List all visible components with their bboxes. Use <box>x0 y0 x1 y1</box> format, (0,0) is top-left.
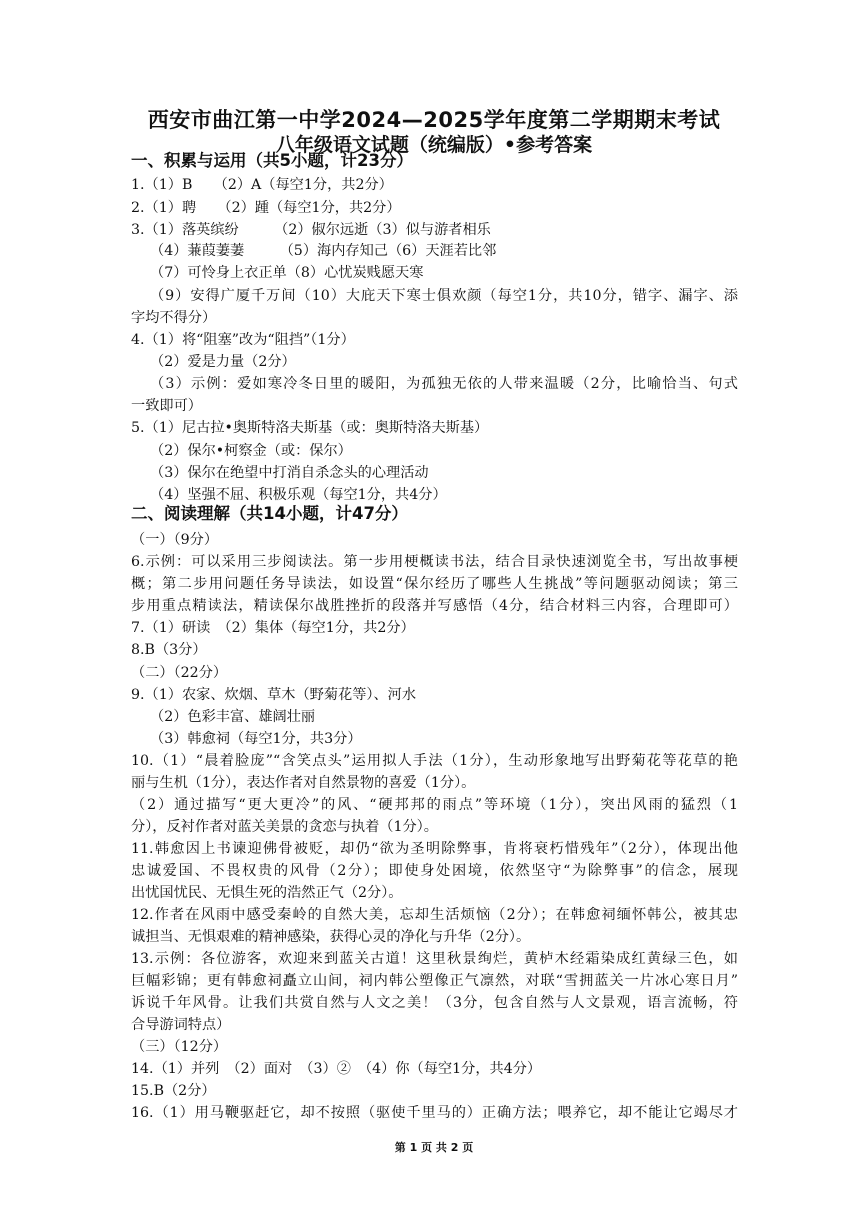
answer-line: 2.（1）聘 （2）踵（每空1分，共2分） <box>131 200 401 216</box>
answer-line: （二）（22分） <box>131 665 228 681</box>
answer-line: 步用重点精读法，精读保尔战胜挫折的段落并写感悟（4分，结合材料三内容，合理即可） <box>131 598 738 614</box>
answer-line: 16.（1）用马鞭驱赶它，却不按照（驱使千里马的）正确方法；喂养它，却不能让它竭尽才 <box>131 1105 738 1121</box>
answer-line: （7）可怜身上衣正单（8）心忧炭贱愿天寒 <box>150 265 424 281</box>
document-title: 西安市曲江第一中学2024—2025学年度第二学期期末考试 <box>147 108 721 132</box>
answer-line: 13.示例：各位游客，欢迎来到蓝关古道！这里秋景绚烂，黄栌木经霜染成红黄绿三色，如 <box>131 951 738 967</box>
answer-line: 合导游词特点） <box>131 1017 231 1033</box>
answer-line: 1.（1）B （2）A（每空1分，共2分） <box>131 177 393 193</box>
answer-line: （4）蒹葭萋萋 （5）海内存知己（6）天涯若比邻 <box>150 243 497 259</box>
answer-line: 7.（1）研读 （2）集体（每空1分，共2分） <box>131 620 415 636</box>
answer-line: （一）（9分） <box>131 532 219 548</box>
answer-line: 5.（1）尼古拉•奥斯特洛夫斯基（或：奥斯特洛夫斯基） <box>131 420 489 436</box>
answer-line: 6.示例：可以采用三步阅读法。第一步用梗概读书法，结合目录快速浏览全书，写出故事梗 <box>131 554 738 570</box>
answer-line: 10.（1）“晨着脸庞”“含笑点头”运用拟人手法（1分），生动形象地写出野菊花等花草的艳 <box>131 753 738 769</box>
answer-line: 8.B（3分） <box>131 642 207 658</box>
answer-line: （2）保尔•柯察金（或：保尔） <box>150 443 352 459</box>
answer-line: 诉说千年风骨。让我们共赏自然与人文之美！（3分，包含自然与人文景观，语言流畅，符 <box>131 995 738 1011</box>
document-subtitle: 八年级语文试题（统编版）•参考答案 <box>275 134 593 156</box>
answer-line: （2）爱是力量（2分） <box>150 354 296 370</box>
answer-line: 11.韩愈因上书谏迎佛骨被贬，却仍“欲为圣明除弊事，肯将衰朽惜残年”（2分），体现出他 <box>131 841 738 857</box>
answer-line: 巨幅彩锦；更有韩愈祠矗立山间，祠内韩公塑像正气凛然，对联“雪拥蓝关一片冰心寒日月” <box>131 973 738 989</box>
answer-line: 忠诚爱国、不畏权贵的风骨（2分）；即使身处困境，依然坚守“为除弊事”的信念，展现 <box>131 863 738 879</box>
answer-line: 12.作者在风雨中感受秦岭的自然大美，忘却生活烦恼（2分）；在韩愈祠缅怀韩公，被其忠 <box>131 907 738 923</box>
answer-line: （2）色彩丰富、雄阔壮丽 <box>150 709 316 725</box>
answer-line: （2）通过描写“更大更冷”的风、“硬邦邦的雨点”等环境（1分），突出风雨的猛烈（1 <box>131 797 738 813</box>
answer-line: 出忧国忧民、无惧生死的浩然正气（2分）。 <box>131 885 403 901</box>
answer-line: 字均不得分） <box>131 310 217 326</box>
answer-line: （三）（12分） <box>131 1039 228 1055</box>
section-heading: 二、阅读理解（共14小题，计47分） <box>131 504 408 523</box>
answer-line: 分），反衬作者对蓝关美景的贪恋与执着（1分）。 <box>131 819 438 835</box>
answer-line: （3）保尔在绝望中打消自杀念头的心理活动 <box>150 465 429 481</box>
answer-line: 一致即可） <box>131 398 202 414</box>
answer-line: 3.（1）落英缤纷 （2）俶尔远逝（3）似与游者相乐 <box>131 222 491 238</box>
answer-line: 14.（1）并列 （2）面对 （3）② （4）你（每空1分，共4分） <box>131 1061 542 1077</box>
answer-line: 诚担当、无惧艰难的精神感染，获得心灵的净化与升华（2分）。 <box>131 929 531 945</box>
answer-line: 15.B（2分） <box>131 1083 216 1099</box>
answer-line: （4）坚强不屈、积极乐观（每空1分，共4分） <box>150 487 447 503</box>
answer-line: 丽与生机（1分），表达作者对自然景物的喜爱（1分）。 <box>131 775 476 791</box>
answer-line: （3）示例：爱如寒冷冬日里的暖阳，为孤独无依的人带来温暖（2分，比喻恰当、句式 <box>150 376 738 392</box>
page-footer: 第 1 页 共 2 页 <box>394 1141 474 1154</box>
answer-line: 4.（1）将“阻塞”改为“阻挡”（1分） <box>131 332 355 348</box>
section-heading: 一、积累与运用（共5小题，计23分） <box>131 151 413 170</box>
answer-line: （3）韩愈祠（每空1分，共3分） <box>150 731 362 747</box>
answer-line: （9）安得广厦千万间（10）大庇天下寒士俱欢颜（每空1分，共10分，错字、漏字、添 <box>150 288 738 304</box>
answer-line: 概；第二步用问题任务导读法，如设置“保尔经历了哪些人生挑战”等问题驱动阅读；第三 <box>131 576 738 592</box>
answer-line: 9.（1）农家、炊烟、草木（野菊花等）、河水 <box>131 687 417 703</box>
